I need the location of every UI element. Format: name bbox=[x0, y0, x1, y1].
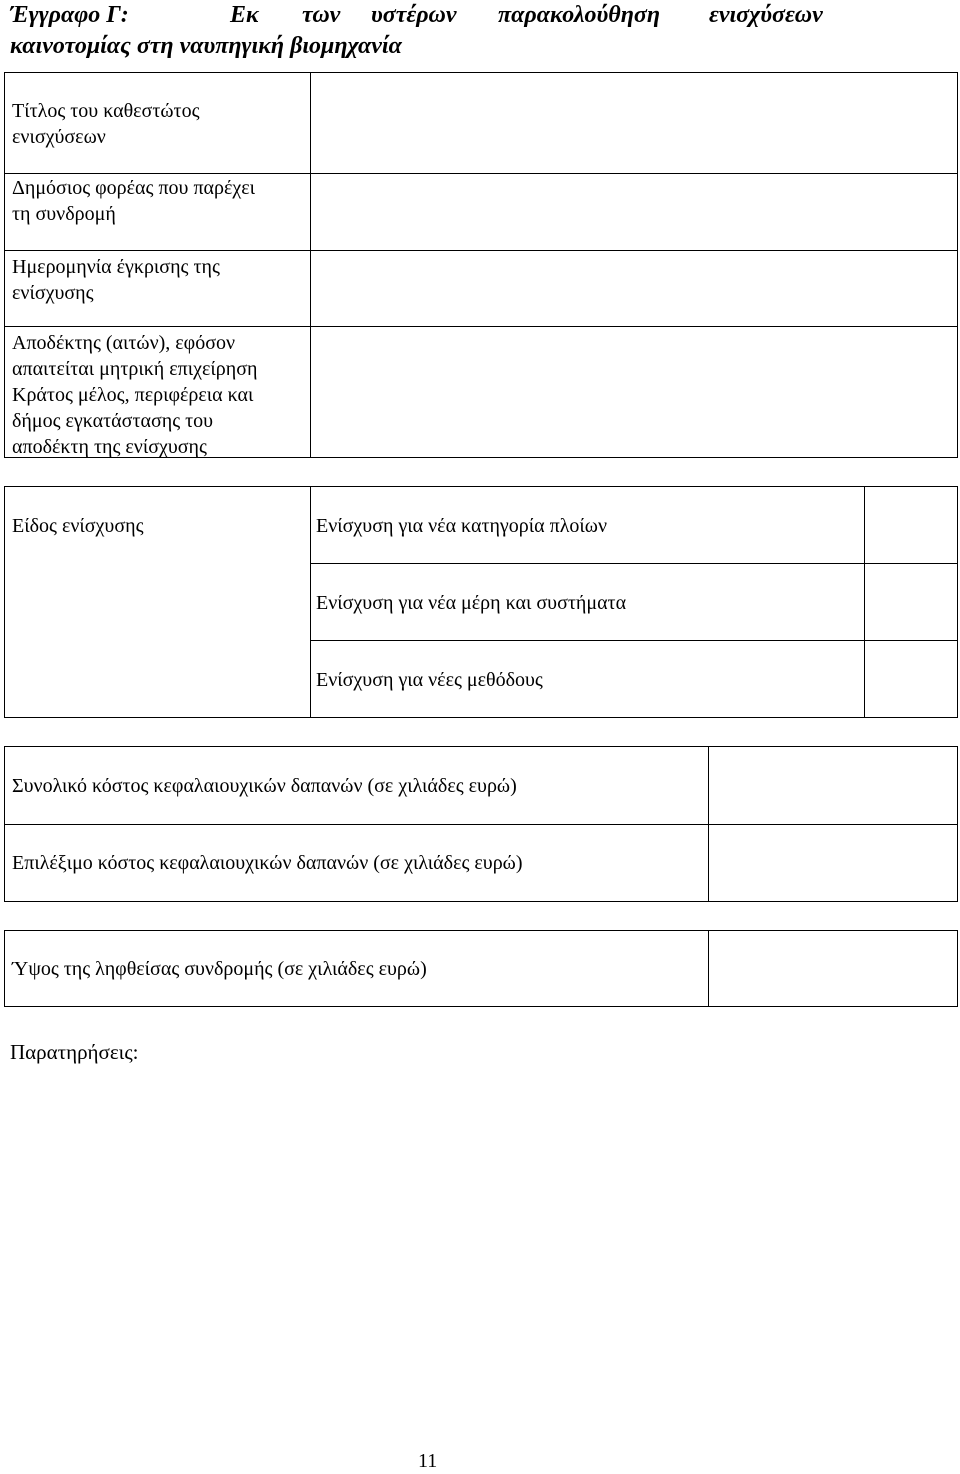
aid-type-option: Ενίσχυση για νέα μέρη και συστήματα bbox=[316, 592, 627, 614]
info-label: Δημόσιος φορέας που παρέχει bbox=[12, 177, 256, 199]
aid-type-label: Είδος ενίσχυσης bbox=[12, 515, 144, 537]
aid-type-option: Ενίσχυση για νέες μεθόδους bbox=[316, 669, 543, 691]
eligible-cost-field[interactable] bbox=[709, 825, 957, 901]
info-table-row-line bbox=[4, 326, 958, 327]
title-label: Έγγραφο Γ: bbox=[10, 2, 129, 28]
aid-type-row-line bbox=[310, 563, 958, 564]
title-line-2: καινοτομίας στη ναυπηγική βιομηχανία bbox=[10, 33, 402, 59]
page-number: 11 bbox=[418, 1450, 438, 1472]
total-cost-label: Συνολικό κόστος κεφαλαιουχικών δαπανών (σε χιλιάδες ευρώ) bbox=[12, 775, 517, 797]
subsidy-amount-label: Ύψος της ληφθείσας συνδρομής (σε χιλιάδες ευρώ) bbox=[12, 958, 427, 980]
info-table-row-line bbox=[4, 250, 958, 251]
aid-type-checkbox[interactable] bbox=[865, 641, 957, 717]
subsidy-amount-field[interactable] bbox=[709, 931, 957, 1006]
info-table-row-line bbox=[4, 173, 958, 174]
title-word: των bbox=[302, 2, 341, 28]
aid-type-row-line bbox=[310, 640, 958, 641]
title-word: ενισχύσεων bbox=[709, 2, 823, 28]
aid-type-checkbox[interactable] bbox=[865, 564, 957, 640]
aid-type-divider bbox=[310, 486, 311, 718]
info-label: ενισχύσεων bbox=[12, 126, 106, 148]
info-label: απαιτείται μητρική επιχείρηση bbox=[12, 358, 258, 380]
title-word: υστέρων bbox=[371, 2, 457, 28]
eligible-cost-label: Επιλέξιμο κόστος κεφαλαιουχικών δαπανών (σε χιλιάδες ευρώ) bbox=[12, 852, 523, 874]
info-label: ενίσχυσης bbox=[12, 282, 94, 304]
aid-type-checkbox[interactable] bbox=[865, 487, 957, 563]
title-word: παρακολούθηση bbox=[498, 2, 660, 28]
info-label: Αποδέκτης (αιτών), εφόσον bbox=[12, 332, 236, 354]
info-label: Κράτος μέλος, περιφέρεια και bbox=[12, 384, 254, 406]
info-label: τη συνδρομή bbox=[12, 203, 116, 225]
info-label: Ημερομηνία έγκρισης της bbox=[12, 256, 220, 278]
info-label: αποδέκτη της ενίσχυσης bbox=[12, 436, 207, 458]
info-label: Τίτλος του καθεστώτος bbox=[12, 100, 200, 122]
info-table-divider bbox=[310, 72, 311, 458]
title-word: Εκ bbox=[230, 2, 259, 28]
total-cost-field[interactable] bbox=[709, 747, 957, 824]
info-label: δήμος εγκατάστασης του bbox=[12, 410, 214, 432]
remarks-label: Παρατηρήσεις: bbox=[10, 1040, 139, 1064]
aid-type-option: Ενίσχυση για νέα κατηγορία πλοίων bbox=[316, 515, 607, 537]
